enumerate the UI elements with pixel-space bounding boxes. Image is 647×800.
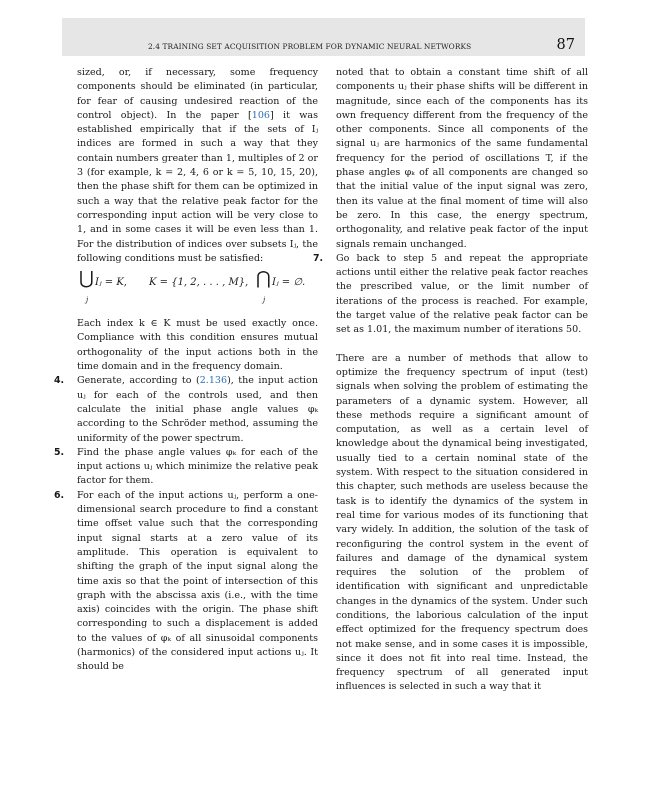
list-item-4: [54, 374, 319, 445]
left-column: [54, 66, 319, 675]
running-header: [62, 18, 585, 56]
paragraph-orthogonality: Each index k ∈ K must be used exactly once. Compliance with this condition ensures mutual orthogonality of the input actions both in the time domain and in the frequency domain.: [77, 318, 318, 373]
list-number: 5.: [54, 446, 65, 458]
page-number: 87: [556, 37, 575, 53]
set-definition: K = {1, 2, . . . , M},: [149, 277, 249, 289]
union-subscript: j: [86, 296, 89, 305]
list-item-6-continued: noted that to obtain a constant time shift of all components uⱼ their phase shifts will be different in magnitude, since each of the components has its own frequency different from the frequency of the other components. Since all components of the signal uⱼ are harmonics of the same fundamental frequency for the period of oscillations T, if the phase angles φₖ of all components are changed so that the initial value of the input signal was zero, then its value at the final moment of time will also be zero. In this case, the energy spectrum, orthogonality, and relative peak factor of the input signals remain unchanged.: [336, 67, 588, 250]
list-number: 4.: [54, 375, 65, 387]
citation-link[interactable]: 106: [251, 109, 271, 121]
running-header-title: 2.4 TRAINING SET ACQUISITION PROBLEM FOR DYNAMIC NEURAL NETWORKS: [148, 42, 472, 51]
list-number: 6.: [54, 489, 65, 501]
equation-link[interactable]: 2.136: [199, 375, 228, 387]
intersection-subscript: j: [263, 296, 266, 305]
paragraph-intro: [77, 66, 318, 266]
text-run: Find the phase angle values φₖ for each of the input actions uⱼ which minimize the relative peak factor for them.: [77, 446, 318, 487]
text-run: ), the input action uⱼ for each of the controls used, and then calculate the initial phase angle values φₖ according to the Schröder method, assuming the uniformity of the power spectrum.: [77, 375, 319, 444]
union-symbol: ⋃: [79, 268, 94, 290]
list-item-5: [54, 446, 318, 489]
right-column: [313, 66, 588, 695]
list-item-7: [313, 252, 588, 338]
list-number: 7.: [313, 252, 324, 264]
list-item-6: [54, 489, 318, 675]
text-run: Generate, according to (: [77, 375, 200, 387]
union-term: Iⱼ = K,: [95, 277, 127, 289]
intersection-term: Iⱼ = ∅.: [272, 277, 306, 289]
intersection-symbol: ⋂: [256, 268, 271, 290]
text-run: Go back to step 5 and repeat the appropriate actions until either the relative peak factor reaches the prescribed value, or the limit number of iterations of the process is reached. For example, the target value of the relative peak factor can be set as 1.01, the maximum number of iterations 50.: [336, 252, 588, 336]
equation-union-intersection: [77, 268, 318, 305]
paragraph-methods: There are a number of methods that allow to optimize the frequency spectrum of input (test) signals when solving the problem of estimating the parameters of a dynamic system. However, all these methods require a significant amount of computation, as well as a certain level of knowledge about the dynamical being investigated, usually tied to a certain nominal state of the system. With respect to the situation considered in this chapter, such methods are useless because the task is to identify the dynamics of the system in real time for various modes of its functioning that vary widely. In addition, the solution of the task of reconfiguring the control system in the event of failures and damage of the dynamical system requires the solution of the problem of identification with significant and unpredictable changes in the dynamics of the system. Under such conditions, the laborious calculation of the input effect optimized for the frequency spectrum does not make sense, and in some cases it is impossible, since it does not fit into real time. Instead, the frequency spectrum of all generated input influences is selected in such a way that it: [336, 352, 588, 693]
paragraph-gap: [336, 338, 588, 352]
text-run: For each of the input actions uⱼ, perform a one-dimensional search procedure to find a constant time offset value such that the corresponding input signal starts at a zero value of its amplitude. This operation is equivalent to shifting the graph of the input signal along the time axis so that the point of intersection of this graph with the abscissa axis (i.e., with the time axis) coincides with the origin. The phase shift corresponding to such a displacement is added to the values of φₖ of all sinusoidal components (harmonics) of the considered input actions uⱼ. It should be: [77, 489, 318, 673]
text-run: ] it was established empirically that if the sets of Iⱼ indices are formed in such a way that they contain numbers greater than 1, multiples of 2 or 3 (for example, k = 2, 4, 6 or k = 5, 10, 15, 20), then the phase shift for them can be optimized in such a way that the relative peak factor for the corresponding input action will be very close to 1, and in some cases it will be even less than 1. For the distribution of indices over subsets Iⱼ, the following conditions must be satisfied:: [77, 109, 318, 264]
text-run: sized, or, if necessary, some frequency components should be eliminated (in particular, for fear of causing undesired reaction of the control object). In the paper [: [77, 67, 318, 121]
